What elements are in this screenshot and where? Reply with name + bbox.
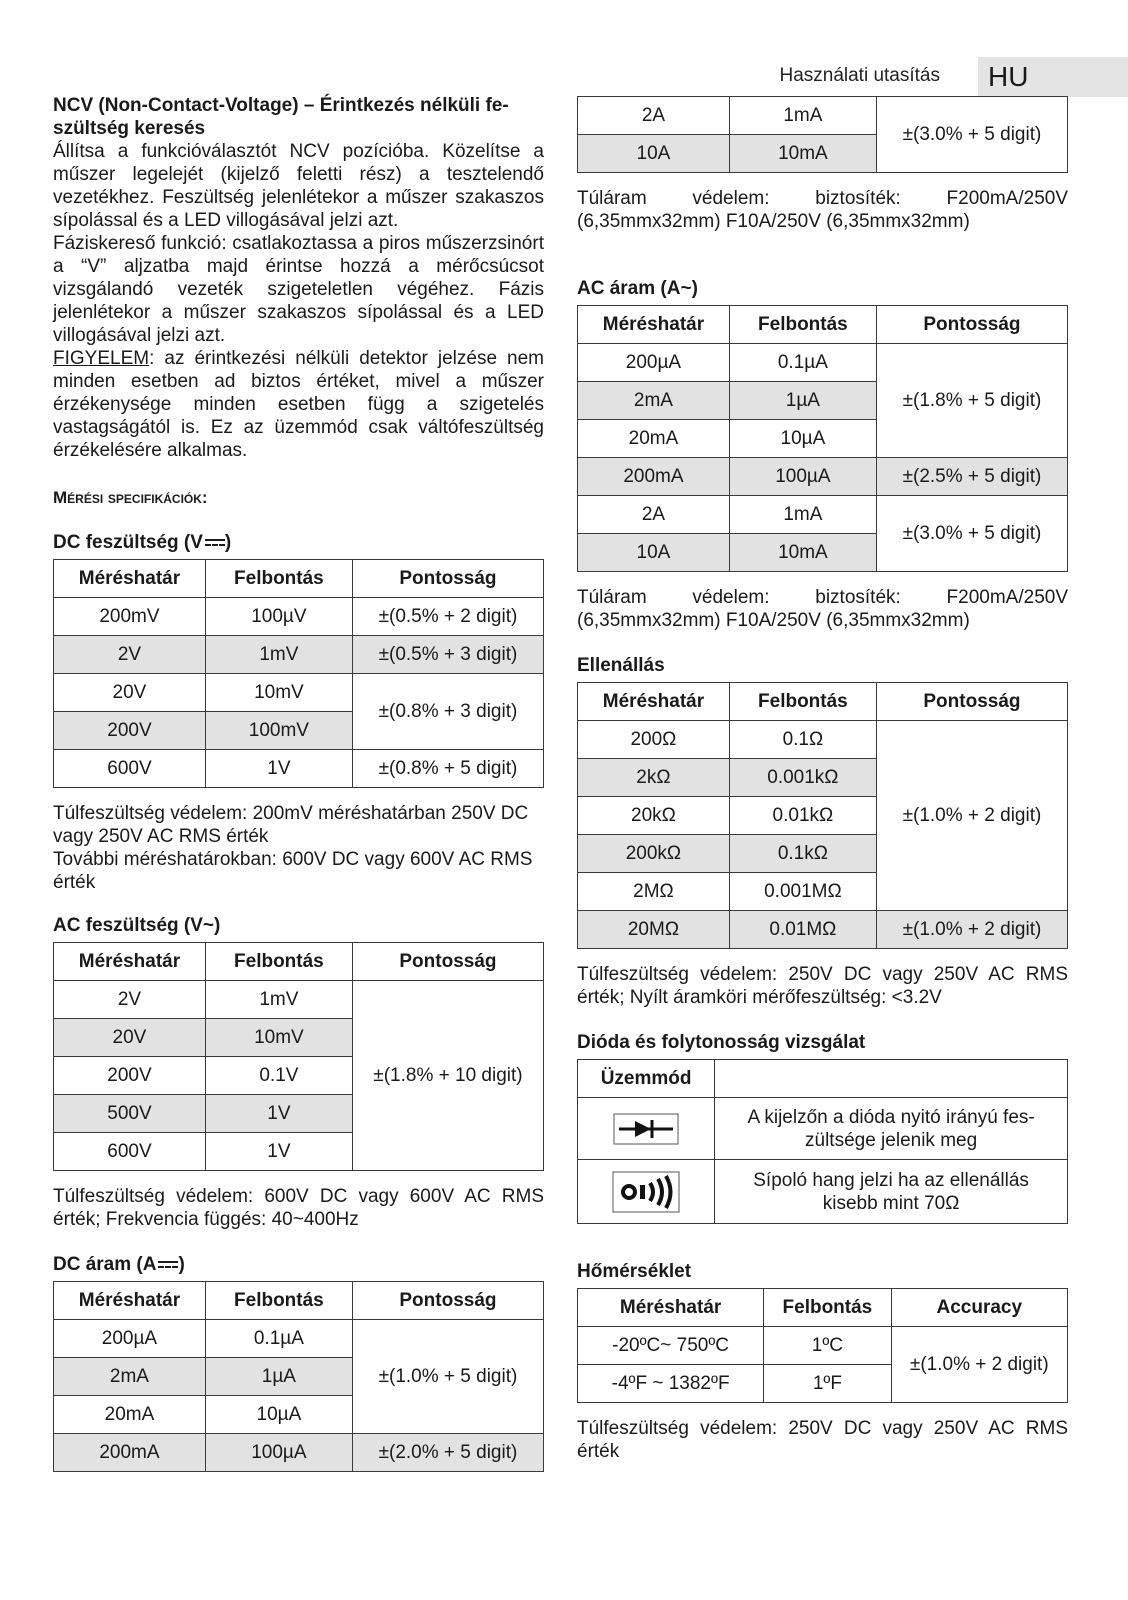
cell: 200Ω bbox=[578, 721, 730, 759]
aca-title: AC áram (A~) bbox=[577, 278, 698, 299]
res-title: Ellenállás bbox=[577, 655, 665, 676]
table-row bbox=[54, 981, 544, 1019]
cell: 10mA bbox=[729, 135, 876, 173]
dca-title bbox=[53, 1253, 544, 1276]
cell bbox=[715, 1098, 1068, 1160]
col-header-mode: Üzemmód bbox=[578, 1060, 715, 1098]
cell: 10µA bbox=[729, 420, 876, 458]
cell: 20V bbox=[54, 1019, 206, 1057]
res-note: Túlfeszültség védelem: 250V DC vagy 250V AC RMS érték; Nyílt áramköri mérőfeszültség: <3.2V bbox=[577, 964, 1068, 1008]
cell: 10A bbox=[578, 135, 730, 173]
left-column bbox=[53, 94, 544, 1472]
diode-table bbox=[577, 1059, 1068, 1224]
cell: 20kΩ bbox=[578, 797, 730, 835]
cell: 10A bbox=[578, 534, 730, 572]
table-row bbox=[578, 1160, 1068, 1224]
cell: 2MΩ bbox=[578, 873, 730, 911]
col-header-accuracy: Pontosság bbox=[352, 560, 543, 598]
cell: ±(1.8% + 5 digit) bbox=[876, 344, 1067, 458]
table-row bbox=[578, 1327, 1068, 1365]
dc-symbol-icon bbox=[205, 537, 225, 549]
cell: 0.1µA bbox=[729, 344, 876, 382]
cell: 0.01kΩ bbox=[729, 797, 876, 835]
cell: 200kΩ bbox=[578, 835, 730, 873]
dca-table bbox=[53, 1281, 544, 1472]
cell: 1µA bbox=[205, 1358, 352, 1396]
cell: 600V bbox=[54, 750, 206, 788]
cell: 2V bbox=[54, 981, 206, 1019]
ncv-title-line2: szültség keresés bbox=[53, 118, 206, 139]
cell: 0.001MΩ bbox=[729, 873, 876, 911]
cell: 2A bbox=[578, 97, 730, 135]
cell: 200mA bbox=[54, 1434, 206, 1472]
diode-title: Dióda és folytonosság vizsgálat bbox=[577, 1032, 866, 1053]
ncv-paragraph-1: Állítsa a funkcióválasztót NCV pozícióba. Közelítse a műszer legelejét (kijelző feletti rész) a tesztelendő vezetékhez. Feszültség jelenlétekor a műszer szakaszos sípolással és a LED villogásával jelzi azt. bbox=[53, 141, 544, 231]
cell bbox=[578, 1098, 715, 1160]
cell: 0.1µA bbox=[205, 1320, 352, 1358]
cell: 10mV bbox=[205, 674, 352, 712]
cell: ±(3.0% + 5 digit) bbox=[876, 496, 1067, 572]
right-column bbox=[577, 96, 1068, 1463]
cell bbox=[715, 1160, 1068, 1224]
temp-title: Hőmérséklet bbox=[577, 1261, 692, 1282]
cell: 2V bbox=[54, 636, 206, 674]
res-table bbox=[577, 682, 1068, 949]
cell: 100µA bbox=[205, 1434, 352, 1472]
col-header-resolution: Felbontás bbox=[729, 306, 876, 344]
diode-icon bbox=[613, 1113, 679, 1145]
cell: 200V bbox=[54, 1057, 206, 1095]
buzzer-icon bbox=[612, 1171, 680, 1213]
dca-table-continued bbox=[577, 96, 1068, 173]
table-row bbox=[54, 598, 544, 636]
table-row bbox=[578, 721, 1068, 759]
cell: 10µA bbox=[205, 1396, 352, 1434]
dca-title-text: DC áram (A bbox=[53, 1254, 157, 1275]
cell: 1V bbox=[205, 750, 352, 788]
cell: ±(1.0% + 5 digit) bbox=[352, 1320, 543, 1434]
ncv-title-line1: NCV (Non-Contact-Voltage) – Érintkezés nélküli fe- bbox=[53, 95, 509, 116]
cell: 200V bbox=[54, 712, 206, 750]
ncv-paragraph-2: Fáziskereső funkció: csatlakoztassa a piros műszerzsinórt a “V” aljzatba majd érintse hozzá a mérőcsúcsot vizsgálandó vezeték szigeteletlen végéhez. Fázis jelenlétekor a műszer szakaszos sípolással és a LED villogásával jelzi azt. bbox=[53, 233, 544, 346]
table-row bbox=[54, 1320, 544, 1358]
acv-note: Túlfeszültség védelem: 600V DC vagy 600V AC RMS érték; Frekvencia függés: 40~400Hz bbox=[53, 1186, 544, 1230]
language-tab bbox=[978, 57, 1128, 97]
col-header-accuracy: Pontosság bbox=[876, 306, 1067, 344]
cell: 0.01MΩ bbox=[729, 911, 876, 949]
diode-desc-line1: A kijelzőn a dióda nyitó irányú fes- bbox=[747, 1106, 1035, 1128]
cell: ±(0.8% + 5 digit) bbox=[352, 750, 543, 788]
cell: 0.1kΩ bbox=[729, 835, 876, 873]
cell: ±(1.8% + 10 digit) bbox=[352, 981, 543, 1171]
dcv-note-2: További méréshatárokban: 600V DC vagy 600V AC RMS érték bbox=[53, 849, 533, 893]
dca-title-end: ) bbox=[178, 1254, 185, 1275]
cell: 200µA bbox=[54, 1320, 206, 1358]
cell: 100mV bbox=[205, 712, 352, 750]
cell: ±(3.0% + 5 digit) bbox=[876, 97, 1067, 173]
col-header-range: Méréshatár bbox=[578, 683, 730, 721]
col-header-accuracy: Pontosság bbox=[352, 1282, 543, 1320]
cell: ±(0.5% + 3 digit) bbox=[352, 636, 543, 674]
cell: 20mA bbox=[54, 1396, 206, 1434]
temp-note: Túlfeszültség védelem: 250V DC vagy 250V AC RMS érték bbox=[577, 1418, 1068, 1462]
page-header-title: Használati utasítás bbox=[779, 65, 940, 86]
cell: 2mA bbox=[54, 1358, 206, 1396]
aca-table bbox=[577, 305, 1068, 572]
aca-note: Túláram védelem: biztosíték: F200mA/250V (6,35mmx32mm) F10A/250V (6,35mmx32mm) bbox=[577, 587, 1068, 631]
cell: -20ºC~ 750ºC bbox=[578, 1327, 764, 1365]
cell: 0.1Ω bbox=[729, 721, 876, 759]
cell: 600V bbox=[54, 1133, 206, 1171]
cell: ±(0.5% + 2 digit) bbox=[352, 598, 543, 636]
dc-symbol-icon bbox=[158, 1259, 178, 1271]
buzzer-desc-line1: Sípoló hang jelzi ha az ellenállás bbox=[753, 1169, 1029, 1191]
table-row bbox=[54, 750, 544, 788]
cell: 1ºF bbox=[764, 1365, 891, 1403]
cell: ±(2.0% + 5 digit) bbox=[352, 1434, 543, 1472]
cell: 200mA bbox=[578, 458, 730, 496]
cell: ±(2.5% + 5 digit) bbox=[876, 458, 1067, 496]
cell: 1mA bbox=[729, 496, 876, 534]
cell: 2mA bbox=[578, 382, 730, 420]
col-header-resolution: Felbontás bbox=[205, 560, 352, 598]
col-header-resolution: Felbontás bbox=[764, 1289, 891, 1327]
col-header-range: Méréshatár bbox=[578, 306, 730, 344]
diode-desc-line2: zültsége jelenik meg bbox=[805, 1129, 978, 1151]
cell: 1mV bbox=[205, 636, 352, 674]
ncv-warning bbox=[53, 347, 544, 462]
cell: 10mA bbox=[729, 534, 876, 572]
col-header-accuracy: Pontosság bbox=[352, 943, 543, 981]
cell: ±(0.8% + 3 digit) bbox=[352, 674, 543, 750]
dca-note: Túláram védelem: biztosíték: F200mA/250V (6,35mmx32mm) F10A/250V (6,35mmx32mm) bbox=[577, 188, 1068, 232]
cell: 1µA bbox=[729, 382, 876, 420]
table-row bbox=[578, 344, 1068, 382]
cell: 10mV bbox=[205, 1019, 352, 1057]
cell: ±(1.0% + 2 digit) bbox=[876, 721, 1067, 911]
specs-heading: Mérési specifikációk: bbox=[53, 488, 208, 507]
cell: 0.1V bbox=[205, 1057, 352, 1095]
col-header-resolution: Felbontás bbox=[205, 1282, 352, 1320]
table-row bbox=[578, 97, 1068, 135]
cell: 20V bbox=[54, 674, 206, 712]
cell: ±(1.0% + 2 digit) bbox=[876, 911, 1067, 949]
col-header-range: Méréshatár bbox=[54, 943, 206, 981]
cell: 20MΩ bbox=[578, 911, 730, 949]
cell: 1mV bbox=[205, 981, 352, 1019]
cell: 100µA bbox=[729, 458, 876, 496]
table-row bbox=[578, 458, 1068, 496]
cell: 2A bbox=[578, 496, 730, 534]
temp-table bbox=[577, 1288, 1068, 1403]
cell: 1V bbox=[205, 1133, 352, 1171]
dcv-title-text: DC feszültség (V bbox=[53, 532, 203, 553]
col-header-accuracy: Pontosság bbox=[876, 683, 1067, 721]
dcv-title bbox=[53, 531, 544, 554]
cell bbox=[578, 1160, 715, 1224]
cell: -4ºF ~ 1382ºF bbox=[578, 1365, 764, 1403]
language-code: HU bbox=[988, 61, 1029, 92]
table-row bbox=[578, 1098, 1068, 1160]
table-row bbox=[54, 636, 544, 674]
cell: 500V bbox=[54, 1095, 206, 1133]
cell: 200mV bbox=[54, 598, 206, 636]
table-row bbox=[578, 496, 1068, 534]
col-header-accuracy: Accuracy bbox=[891, 1289, 1067, 1327]
cell: 200µA bbox=[578, 344, 730, 382]
warning-label: FIGYELEM bbox=[53, 348, 150, 369]
table-row bbox=[54, 674, 544, 712]
col-header-range: Méréshatár bbox=[54, 1282, 206, 1320]
dcv-table bbox=[53, 559, 544, 788]
cell: 0.001kΩ bbox=[729, 759, 876, 797]
cell: 2kΩ bbox=[578, 759, 730, 797]
dcv-note-1: Túlfeszültség védelem: 200mV méréshatárban 250V DC vagy 250V AC RMS érték bbox=[53, 803, 529, 847]
ncv-title bbox=[53, 94, 544, 140]
cell: 1V bbox=[205, 1095, 352, 1133]
dcv-title-end: ) bbox=[224, 532, 232, 553]
cell: ±(1.0% + 2 digit) bbox=[891, 1327, 1067, 1403]
cell: 100µV bbox=[205, 598, 352, 636]
col-header-resolution: Felbontás bbox=[729, 683, 876, 721]
col-header-range: Méréshatár bbox=[578, 1289, 764, 1327]
col-header-empty bbox=[715, 1060, 1068, 1098]
col-header-resolution: Felbontás bbox=[205, 943, 352, 981]
table-row bbox=[54, 1434, 544, 1472]
cell: 1mA bbox=[729, 97, 876, 135]
acv-title: AC feszültség (V~) bbox=[53, 915, 221, 936]
warning-text: : az érintkezési nélküli detektor jelzése nem minden esetben ad biztos értéket, mivel a műszer érzékenysége minden esetben függ a szigetelés vastagságától is. Ez az üzemmód csak váltófeszültség érzékelésére alkalmas. bbox=[53, 348, 544, 461]
buzzer-desc-line2: kisebb mint 70Ω bbox=[822, 1192, 960, 1214]
col-header-range: Méréshatár bbox=[54, 560, 206, 598]
table-row bbox=[578, 911, 1068, 949]
acv-table bbox=[53, 942, 544, 1171]
cell: 1ºC bbox=[764, 1327, 891, 1365]
cell: 20mA bbox=[578, 420, 730, 458]
